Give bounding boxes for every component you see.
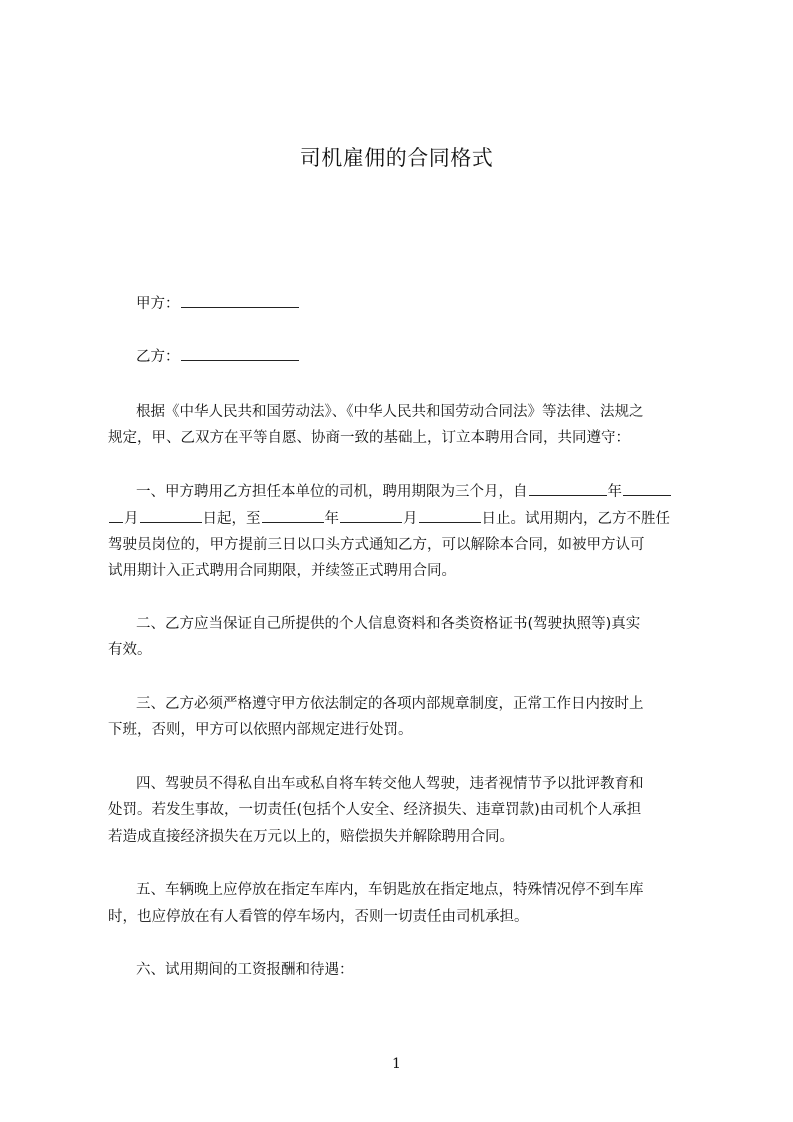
clause-5-line-2: 时，也应停放在有人看管的停车场内，否则一切责任由司机承担。 [108,909,529,925]
end-year-blank [262,508,324,523]
clause-4-line-1: 四、驾驶员不得私自出车或私自将车转交他人驾驶，违者视情节予以批评教育和 [136,776,644,792]
end-text: 日止。试用期内，乙方不胜任 [481,511,670,527]
party-b-label: 乙方： [136,349,180,365]
start-year-blank [529,481,607,496]
day-from-label: 日起，至 [202,511,261,527]
intro-line-2: 规定，甲、乙双方在平等自愿、协商一致的基础上，订立本聘用合同，共同遵守： [108,430,630,446]
year-label: 年 [607,484,622,500]
end-day-blank [419,508,481,523]
clause-4-line-2: 处罚。若发生事故，一切责任(包括个人安全、经济损失、违章罚款)由司机个人承担 [108,802,642,818]
party-a [136,292,728,313]
end-month-label: 月 [403,511,418,527]
party-b [136,345,728,366]
clause-3-line-1: 三、乙方必须严格遵守甲方依法制定的各项内部规章制度，正常工作日内按时上 [136,696,644,712]
clause-1-text: 一、甲方聘用乙方担任本单位的司机，聘用期限为三个月，自 [136,484,528,500]
clause-5-line-1: 五、车辆晚上应停放在指定车库内，车钥匙放在指定地点，特殊情况停不到车库 [136,882,644,898]
page-number: 1 [392,1056,401,1072]
party-b-blank [181,346,299,361]
clause-4-line-3: 若造成直接经济损失在万元以上的，赔偿损失并解除聘用合同。 [108,829,514,845]
party-a-blank [181,293,299,308]
clause-1-line-1 [136,480,728,501]
clause-1-line-4: 试用期计入正式聘用合同期限，并续签正式聘用合同。 [108,563,456,579]
clause-6-line-1: 六、试用期间的工资报酬和待遇： [136,962,354,978]
end-year-label: 年 [324,511,339,527]
intro-line-1: 根据《中华人民共和国劳动法》、《中华人民共和国劳动合同法》等法律、法规之 [136,404,644,420]
clause-1-line-3: 驾驶员岗位的，甲方提前三日以口头方式通知乙方，可以解除本合同，如被甲方认可 [108,537,645,553]
clause-2-line-2: 有效。 [108,642,152,658]
clause-2-line-1: 二、乙方应当保证自己所提供的个人信息资料和各类资格证书(驾驶执照等)真实 [136,616,641,632]
clause-3-line-2: 下班，否则，甲方可以依照内部规定进行处罚。 [108,722,413,738]
end-month-blank [340,508,402,523]
start-month-blank-a [623,481,671,496]
clause-1-line-2 [108,507,700,528]
month-label: 月 [124,511,139,527]
document-title: 司机雇佣的合同格式 [299,146,494,170]
party-a-label: 甲方： [136,296,180,312]
start-day-blank [140,508,202,523]
start-month-blank-b [109,508,123,523]
